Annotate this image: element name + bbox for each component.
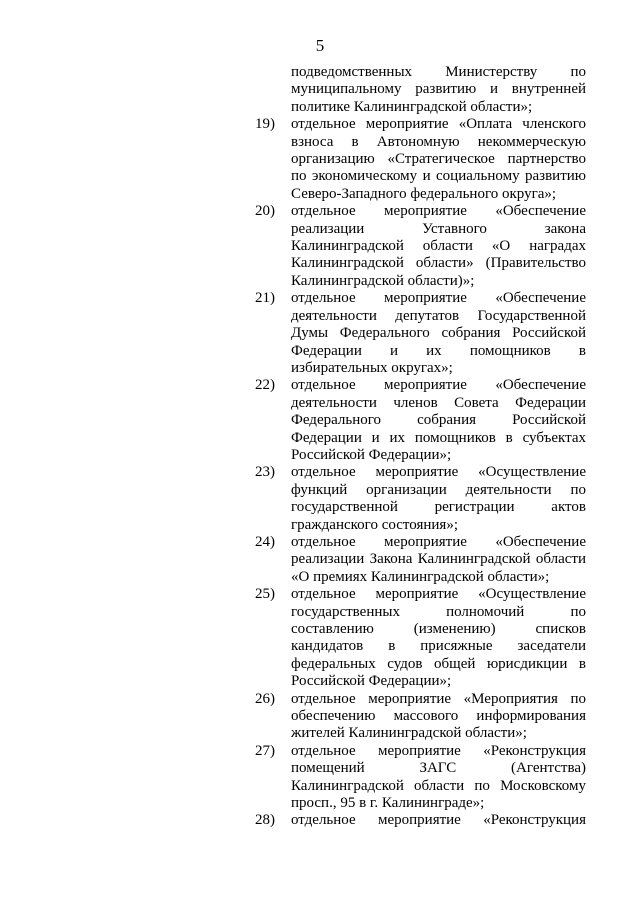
text-line: отдельное мероприятие «Обеспечение <box>291 533 586 550</box>
item-text <box>291 464 586 534</box>
text-line: просп., 95 в г. Калининграде»; <box>291 795 485 812</box>
text-line: реализации Закона Калининградской области <box>291 551 586 568</box>
text-line: отдельное мероприятие «Обеспечение <box>291 290 586 307</box>
text-line: муниципальному развитию и внутренней <box>291 81 586 98</box>
text-line: жителей Калининградской области»; <box>291 725 527 742</box>
text-line: деятельности членов Совета Федерации <box>291 394 586 411</box>
item-text <box>291 534 586 586</box>
text-line: федеральных судов общей юрисдикции в <box>291 655 586 672</box>
list-item <box>255 116 586 203</box>
item-text <box>291 116 586 203</box>
text-line: взноса в Автономную некоммерческую <box>291 133 586 150</box>
item-number: 26) <box>255 690 275 707</box>
text-line: Калининградской области» (Правительство <box>291 255 586 272</box>
text-line: подведомственных Министерству по <box>291 64 586 80</box>
list-item <box>255 691 586 743</box>
text-line: политике Калининградской области»; <box>291 98 533 115</box>
text-line: отдельное мероприятие «Обеспечение <box>291 377 586 394</box>
text-line: Российской Федерации»; <box>291 446 452 463</box>
text-line: по экономическому и социальному развитию <box>291 168 586 185</box>
text-line: избирательных округах»; <box>291 359 453 376</box>
list-item <box>255 534 586 586</box>
item-text <box>291 586 586 690</box>
document-list <box>255 64 586 830</box>
text-line: Калининградской области)»; <box>291 272 475 289</box>
text-line: отдельное мероприятие «Осуществление <box>291 464 586 481</box>
item-text <box>291 203 586 290</box>
list-item <box>255 586 586 690</box>
text-line: кандидатов в присяжные заседатели <box>291 638 586 655</box>
list-item <box>255 290 586 377</box>
list-item <box>255 377 586 464</box>
item-number: 22) <box>255 377 275 394</box>
text-line: Российской Федерации»; <box>291 673 452 690</box>
text-line: Калининградской области по Московскому <box>291 777 586 794</box>
text-line: деятельности депутатов Государственной <box>291 307 586 324</box>
text-line: реализации Уставного закона <box>291 220 586 237</box>
text-line: организацию «Стратегическое партнерство <box>291 151 586 168</box>
item-number: 27) <box>255 742 275 759</box>
item-number: 23) <box>255 464 275 481</box>
list-item <box>255 464 586 534</box>
text-line: помещений ЗАГС (Агентства) <box>291 760 586 777</box>
item-text <box>291 691 586 743</box>
item-text <box>291 290 586 377</box>
item-text <box>291 812 586 829</box>
text-line: отдельное мероприятие «Мероприятия по <box>291 690 586 707</box>
item-text <box>291 743 586 813</box>
item-text <box>291 64 586 116</box>
text-line: отдельное мероприятие «Реконструкция <box>291 742 586 759</box>
text-line: Федерального собрания Российской <box>291 412 586 429</box>
text-line: Федерации и их помощников в <box>291 342 586 359</box>
text-line: отдельное мероприятие «Осуществление <box>291 586 586 603</box>
item-number: 19) <box>255 116 275 133</box>
text-line: отдельное мероприятие «Обеспечение <box>291 203 586 220</box>
list-item <box>255 743 586 813</box>
list-item <box>255 64 586 116</box>
item-number: 25) <box>255 586 275 603</box>
text-line: отдельное мероприятие «Реконструкция <box>291 812 586 829</box>
text-line: функций организации деятельности по <box>291 481 586 498</box>
item-number: 21) <box>255 290 275 307</box>
list-item <box>255 203 586 290</box>
text-line: составлению (изменению) списков <box>291 621 586 637</box>
item-number: 20) <box>255 203 275 220</box>
item-text <box>291 377 586 464</box>
text-line: Калининградской области «О наградах <box>291 238 586 255</box>
text-line: государственной регистрации актов <box>291 499 586 516</box>
page-number: 5 <box>315 36 325 55</box>
text-line: Думы Федерального собрания Российской <box>291 325 586 342</box>
text-line: государственных полномочий по <box>291 603 586 620</box>
item-number: 24) <box>255 533 275 550</box>
item-number: 28) <box>255 812 275 829</box>
text-line: Федерации и их помощников в субъектах <box>291 429 586 446</box>
text-line: Северо-Западного федерального округа»; <box>291 185 557 202</box>
text-line: «О премиях Калининградской области»; <box>291 568 550 585</box>
list-item <box>255 812 586 829</box>
text-line: отдельное мероприятие «Оплата членского <box>291 116 586 133</box>
text-line: гражданского состояния»; <box>291 516 458 533</box>
text-line: обеспечению массового информирования <box>291 708 586 725</box>
